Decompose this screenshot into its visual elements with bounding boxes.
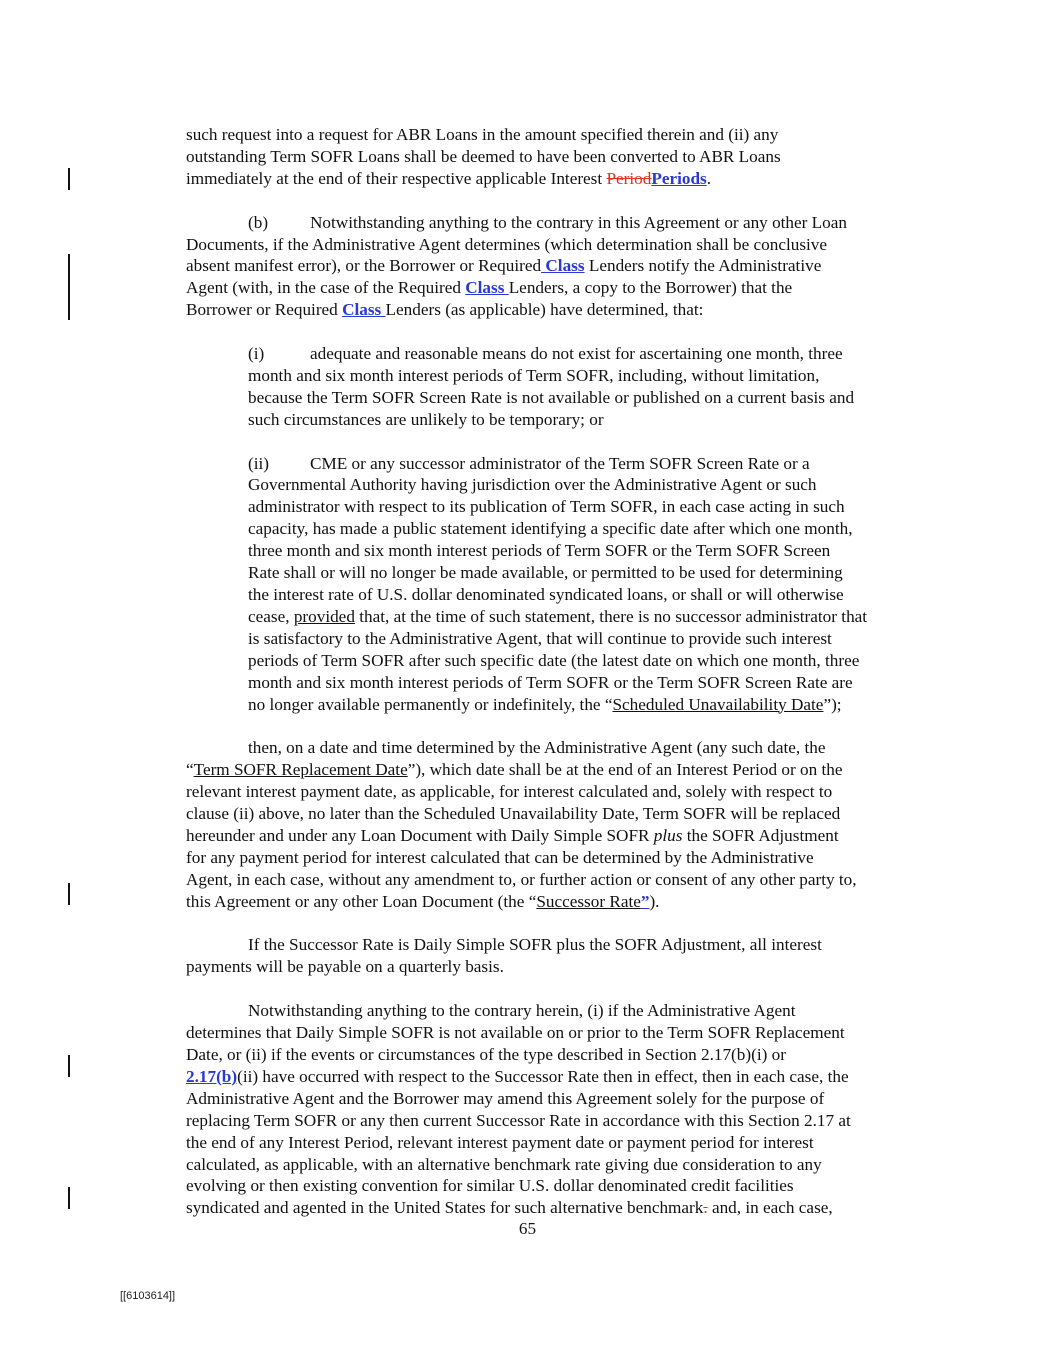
text-line: the end of any Interest Period, relevant interest payment date or payment period for interest — [186, 1132, 814, 1152]
text-line: administrator with respect to its publication of Term SOFR, in each case acting in such — [248, 497, 845, 517]
text-line: Governmental Authority having jurisdiction over the Administrative Agent or such — [248, 475, 817, 495]
inserted-text: 2.17(b) — [186, 1066, 238, 1086]
page-number: 65 — [518, 1219, 537, 1238]
text-line: Agent (with, in the case of the Required Class Lenders, a copy to the Borrower) that the — [186, 278, 793, 298]
text-line: 2.17(b)(ii) have occurred with respect to the Successor Rate then in effect, then in each case, the — [186, 1066, 849, 1086]
text-line: hereunder and under any Loan Document with Daily Simple SOFR plus the SOFR Adjustment — [186, 825, 839, 845]
text-line: If the Successor Rate is Daily Simple SOFR plus the SOFR Adjustment, all interest — [248, 935, 822, 955]
deleted-text: . — [703, 1198, 708, 1218]
paragraph-continuation — [186, 124, 934, 190]
text-line: this Agreement or any other Loan Document (the “Successor Rate”). — [186, 891, 660, 911]
text-line: for any payment period for interest calculated that can be determined by the Administrative — [186, 847, 814, 867]
inserted-text: ” — [640, 891, 650, 911]
text-line: Administrative Agent and the Borrower may amend this Agreement solely for the purpose of — [186, 1088, 825, 1108]
text-line: calculated, as applicable, with an alternative benchmark rate giving due consideration to any — [186, 1154, 822, 1174]
item-ii — [248, 453, 934, 716]
text-line: cease, provided that, at the time of such statement, there is no successor administrator that — [248, 606, 868, 626]
text-line: capacity, has made a public statement identifying a specific date after which one month, — [248, 519, 853, 539]
text-line: (i) adequate and reasonable means do not exist for ascertaining one month, three — [248, 344, 843, 364]
inserted-text: Class — [541, 256, 585, 276]
deleted-text: Period — [606, 168, 652, 188]
text-line: Date, or (ii) if the events or circumstances of the type described in Section 2.17(b)(i) or — [186, 1044, 786, 1064]
text-line: such circumstances are unlikely to be temporary; or — [248, 409, 604, 429]
body-text — [186, 124, 934, 1241]
defined-term: Term SOFR Replacement Date — [193, 760, 408, 780]
change-bar — [68, 1055, 70, 1077]
text-line: periods of Term SOFR after such specific date (the latest date on which one month, three — [248, 650, 860, 670]
change-bar — [68, 883, 70, 905]
text-line: replacing Term SOFR or any then current Successor Rate in accordance with this Section 2.17 at — [186, 1110, 851, 1130]
text-line: “Term SOFR Replacement Date”), which date shall be at the end of an Interest Period or on the — [186, 760, 843, 780]
inserted-text: Class — [465, 278, 509, 298]
defined-term: Scheduled Unavailability Date — [612, 694, 824, 714]
change-bar — [68, 254, 70, 320]
paragraph-b — [186, 212, 934, 322]
text-line: because the Term SOFR Screen Rate is not available or published on a current basis and — [248, 387, 855, 407]
text-line: three month and six month interest periods of Term SOFR or the Term SOFR Screen — [248, 541, 831, 561]
text-line: then, on a date and time determined by the Administrative Agent (any such date, the — [248, 738, 826, 758]
defined-term: provided — [293, 606, 355, 626]
text-line: Rate shall or will no longer be made available, or permitted to be used for determining — [248, 563, 843, 583]
text-line: Documents, if the Administrative Agent determines (which determination shall be conclusive — [186, 234, 828, 254]
text-line: relevant interest payment date, as applicable, for interest calculated and, solely with respect to — [186, 782, 833, 802]
text-line: month and six month interest periods of Term SOFR or the Term SOFR Screen Rate are — [248, 672, 853, 692]
text-line: Borrower or Required Class Lenders (as applicable) have determined, that: — [186, 300, 704, 320]
text-line: no longer available permanently or indefinitely, the “Scheduled Unavailability Date”); — [248, 694, 842, 714]
defined-term: Successor Rate — [536, 891, 641, 911]
text-line: clause (ii) above, no later than the Scheduled Unavailability Date, Term SOFR will be replaced — [186, 804, 841, 824]
paragraph-then — [186, 737, 934, 912]
text-line: outstanding Term SOFR Loans shall be deemed to have been converted to ABR Loans — [186, 146, 781, 166]
italic-term: plus — [653, 825, 683, 845]
change-bar — [68, 1187, 70, 1209]
inserted-text: Class — [342, 300, 386, 320]
text-line: month and six month interest periods of Term SOFR, including, without limitation, — [248, 365, 820, 385]
text-line: such request into a request for ABR Loans in the amount specified therein and (ii) any — [186, 125, 779, 144]
document-id: [[6103614]] — [120, 1290, 176, 1302]
text-line: evolving or then existing convention for similar U.S. dollar denominated credit facilities — [186, 1176, 794, 1196]
text-line: is satisfactory to the Administrative Agent, that will continue to provide such interest — [248, 628, 832, 648]
clause-label: (b) — [248, 212, 269, 232]
text-line: syndicated and agented in the United States for such alternative benchmark. and, in each case, — [186, 1198, 833, 1218]
text-line: payments will be payable on a quarterly basis. — [186, 957, 504, 977]
paragraph-daily-simple-sofr — [186, 934, 934, 978]
text-line: immediately at the end of their respective applicable Interest PeriodPeriods. — [186, 168, 711, 188]
text-line: the interest rate of U.S. dollar denominated syndicated loans, or shall or will otherwise — [248, 584, 844, 604]
clause-label: (i) — [248, 344, 265, 364]
inserted-text: Periods — [651, 168, 707, 188]
item-i — [248, 343, 934, 431]
paragraph-notwithstanding — [186, 1000, 934, 1219]
text-line: Notwithstanding anything to the contrary herein, (i) if the Administrative Agent — [248, 1001, 796, 1021]
text-line: Agent, in each case, without any amendment to, or further action or consent of any other party to, — [186, 869, 857, 889]
clause-label: (ii) — [248, 453, 269, 473]
change-bar — [68, 168, 70, 190]
text-line: determines that Daily Simple SOFR is not available on or prior to the Term SOFR Replacement — [186, 1023, 845, 1043]
text-line: absent manifest error), or the Borrower or Required Class Lenders notify the Administrative — [186, 256, 822, 276]
text-line: (ii) CME or any successor administrator of the Term SOFR Screen Rate or a — [248, 453, 810, 473]
text-line: (b) Notwithstanding anything to the contrary in this Agreement or any other Loan — [248, 212, 847, 232]
